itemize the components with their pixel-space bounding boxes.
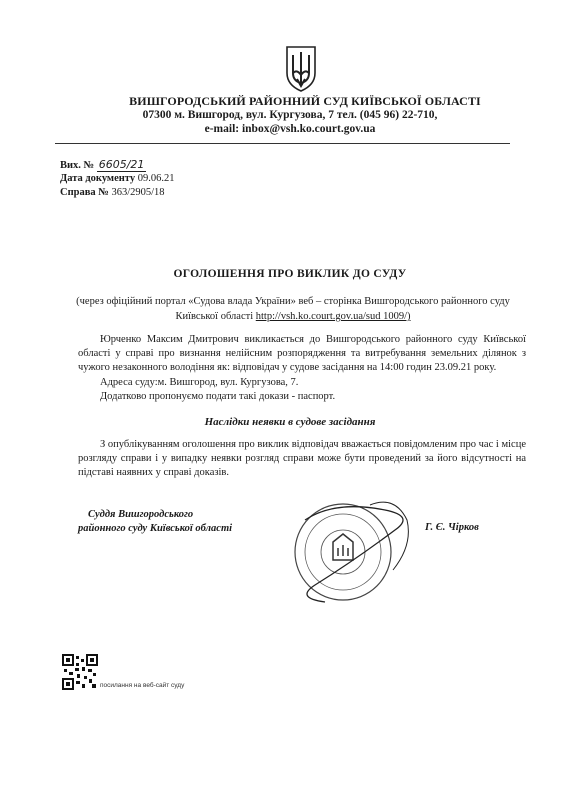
document-date-label: Дата документу bbox=[60, 173, 136, 184]
qr-caption: посилання на веб-сайт суду bbox=[100, 682, 185, 689]
summons-text: Юрченко Максим Дмитрович викликається до Вишгородського районного суду Київської області у справі про визнання нелійсним розпорядження та витребування земельних ділянок з чужого незаконного володіння як: відповідач у судове засідання на 14:00 годин 23.09.21 року. bbox=[78, 334, 526, 373]
court-address: 07300 м. Вишгород, вул. Кургузова, 7 тел. (045 96) 22-710, bbox=[142, 109, 438, 121]
court-seal-with-signature bbox=[275, 490, 425, 610]
judge-name: Г. Є. Чірков bbox=[425, 522, 479, 533]
outgoing-number-handwritten: 6605/21 bbox=[98, 158, 145, 171]
court-website-link[interactable]: http://vsh.ko.court.gov.ua/sud 1009/) bbox=[255, 311, 411, 322]
consequences-text: З опублікуванням оголошення про виклик відповідач вважається повідомленим про час і місце розгляду справи і у випадку неявки розгляд справи може бути проведений за його відсутності на підставі наявних у справі доказів. bbox=[78, 439, 526, 478]
announcement-title: ОГОЛОШЕННЯ ПРО ВИКЛИК ДО СУДУ bbox=[173, 268, 407, 280]
court-address-paragraph: Адреса суду:м. Вишгород, вул. Кургузова, 7. bbox=[100, 377, 299, 388]
court-email: e-mail: inbox@vsh.ko.court.gov.ua bbox=[204, 123, 376, 135]
subtitle-text: (через офіційний портал «Судова влада України» веб – сторінка Вишгородського районного суду Київської області bbox=[76, 296, 510, 322]
outgoing-number-row bbox=[60, 158, 146, 173]
outgoing-number-label: Вих. № bbox=[60, 160, 95, 171]
summons-paragraph bbox=[78, 333, 526, 375]
announcement-subtitle bbox=[58, 294, 528, 324]
trident-emblem-icon bbox=[284, 43, 318, 93]
judge-title-line1: Суддя Вишгородського bbox=[88, 509, 194, 520]
document-date-row bbox=[60, 172, 174, 186]
case-number-value: 363/2905/18 bbox=[111, 187, 165, 198]
case-number-label: Справа № bbox=[60, 187, 109, 198]
court-name: ВИШГОРОДСЬКИЙ РАЙОННИЙ СУД КИЇВСЬКОЇ ОБЛАСТІ bbox=[129, 94, 481, 108]
header-divider bbox=[55, 143, 510, 144]
judge-title-line2: районного суду Київської області bbox=[78, 523, 233, 534]
document-date-value: 09.06.21 bbox=[137, 173, 175, 184]
judge-title bbox=[78, 508, 278, 536]
case-number-row bbox=[60, 186, 165, 200]
evidence-paragraph: Додатково пропонуємо подати такі докази - паспорт. bbox=[100, 391, 336, 402]
qr-code-icon[interactable] bbox=[62, 654, 98, 690]
consequences-paragraph bbox=[78, 438, 526, 480]
consequences-heading: Наслідки неявки в судове засідання bbox=[204, 416, 376, 428]
